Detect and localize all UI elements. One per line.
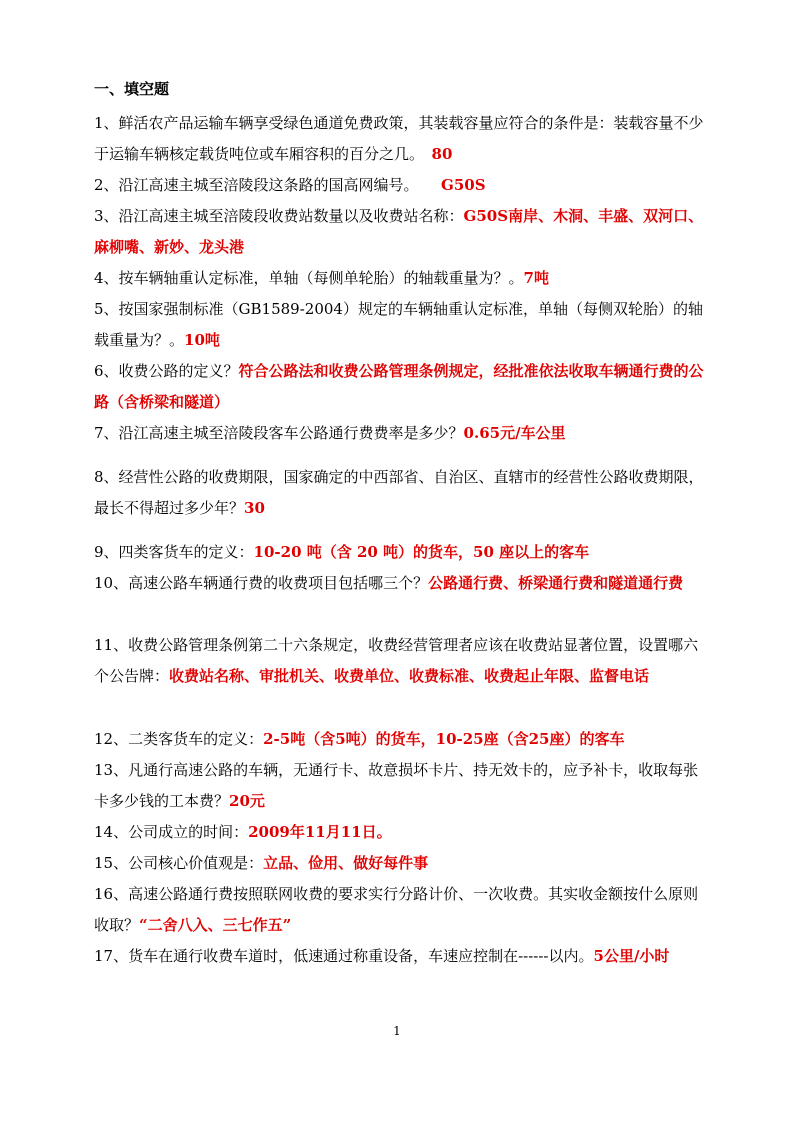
question-6 (94, 356, 704, 418)
answer: G50S南岸、木洞、丰盛、双河口、麻柳嘴、新妙、龙头港 (94, 207, 704, 256)
question-15 (94, 848, 704, 879)
answer: 符合公路法和收费公路管理条例规定，经批准依法收取车辆通行费的公路（含桥梁和隧道） (94, 362, 704, 411)
question-7 (94, 418, 704, 449)
question-8 (94, 462, 704, 524)
answer: 收费站名称、审批机关、收费单位、收费标准、收费起止年限、监督电话 (169, 667, 650, 685)
question-text: 4、按车辆轴重认定标准，单轴（每侧单轮胎）的轴载重量为？。 (94, 269, 524, 287)
answer: 2-5吨（含5吨）的货车，10-25座（含25座）的客车 (263, 730, 625, 748)
question-13 (94, 755, 704, 817)
question-10 (94, 568, 704, 599)
answer: 2009年11月11日。 (248, 823, 392, 841)
question-text: 10、高速公路车辆通行费的收费项目包括哪三个？ (94, 574, 429, 592)
answer: “二舍八入、三七作五” (139, 916, 292, 934)
question-text: 3、沿江高速主城至涪陵段收费站数量以及收费站名称： (94, 207, 464, 225)
answer: 公路通行费、桥梁通行费和隧道通行费 (428, 574, 684, 592)
question-text: 7、沿江高速主城至涪陵段客车公路通行费费率是多少？ (94, 424, 464, 442)
question-11 (94, 630, 704, 692)
question-text: 8、经营性公路的收费期限，国家确定的中西部省、自治区、直辖市的经营性公路收费期限，最长不得超过多少年？ (94, 468, 704, 517)
answer: 80 (431, 145, 453, 163)
question-text: 6、收费公路的定义？ (94, 362, 239, 380)
question-16 (94, 879, 704, 941)
page-number: 1 (393, 1024, 401, 1038)
question-2 (94, 170, 704, 201)
question-1 (94, 108, 704, 170)
question-text: 9、四类客货车的定义： (94, 543, 254, 561)
question-text: 2、沿江高速主城至涪陵段这条路的国高网编号。 (94, 176, 442, 194)
question-text: 12、二类客货车的定义： (94, 730, 264, 748)
question-text: 14、公司成立的时间： (94, 823, 249, 841)
section-heading: 一、填空题 (94, 80, 170, 98)
answer: 5公里/小时 (593, 947, 670, 965)
answer: G50S (441, 176, 486, 194)
question-12 (94, 724, 704, 755)
question-9 (94, 537, 704, 568)
question-text: 1、鲜活农产品运输车辆享受绿色通道免费政策，其装载容量应符合的条件是：装载容量不少于运输车辆核定载货吨位或车厢容积的百分之几。 (94, 114, 704, 163)
answer: 10吨 (184, 331, 220, 349)
answer: 10-20 吨（含 20 吨）的货车，50 座以上的客车 (253, 543, 590, 561)
answer: 7吨 (523, 269, 549, 287)
question-text: 13、凡通行高速公路的车辆，无通行卡、故意损坏卡片、持无效卡的，应予补卡，收取每张卡多少钱的工本费？ (94, 761, 699, 810)
answer: 0.65元/车公里 (463, 424, 566, 442)
answer: 立品、俭用、做好每件事 (263, 854, 429, 872)
question-text: 17、货车在通行收费车道时，低速通过称重设备，车速应控制在------以内。 (94, 947, 594, 965)
question-17 (94, 941, 704, 972)
question-14 (94, 817, 704, 848)
question-text: 15、公司核心价值观是： (94, 854, 264, 872)
question-5 (94, 294, 704, 356)
answer: 30 (244, 499, 265, 517)
question-4 (94, 263, 704, 294)
question-text: 5、按国家强制标准（GB1589-2004）规定的车辆轴重认定标准，单轴（每侧双轮胎）的轴载重量为？。 (94, 300, 703, 349)
question-text: 11、收费公路管理条例第二十六条规定，收费经营管理者应该在收费站显著位置，设置哪六个公告牌： (94, 636, 699, 685)
question-3 (94, 201, 704, 263)
answer: 20元 (229, 792, 265, 810)
question-text: 16、高速公路通行费按照联网收费的要求实行分路计价、一次收费。其实收金额按什么原则收取？ (94, 885, 699, 934)
